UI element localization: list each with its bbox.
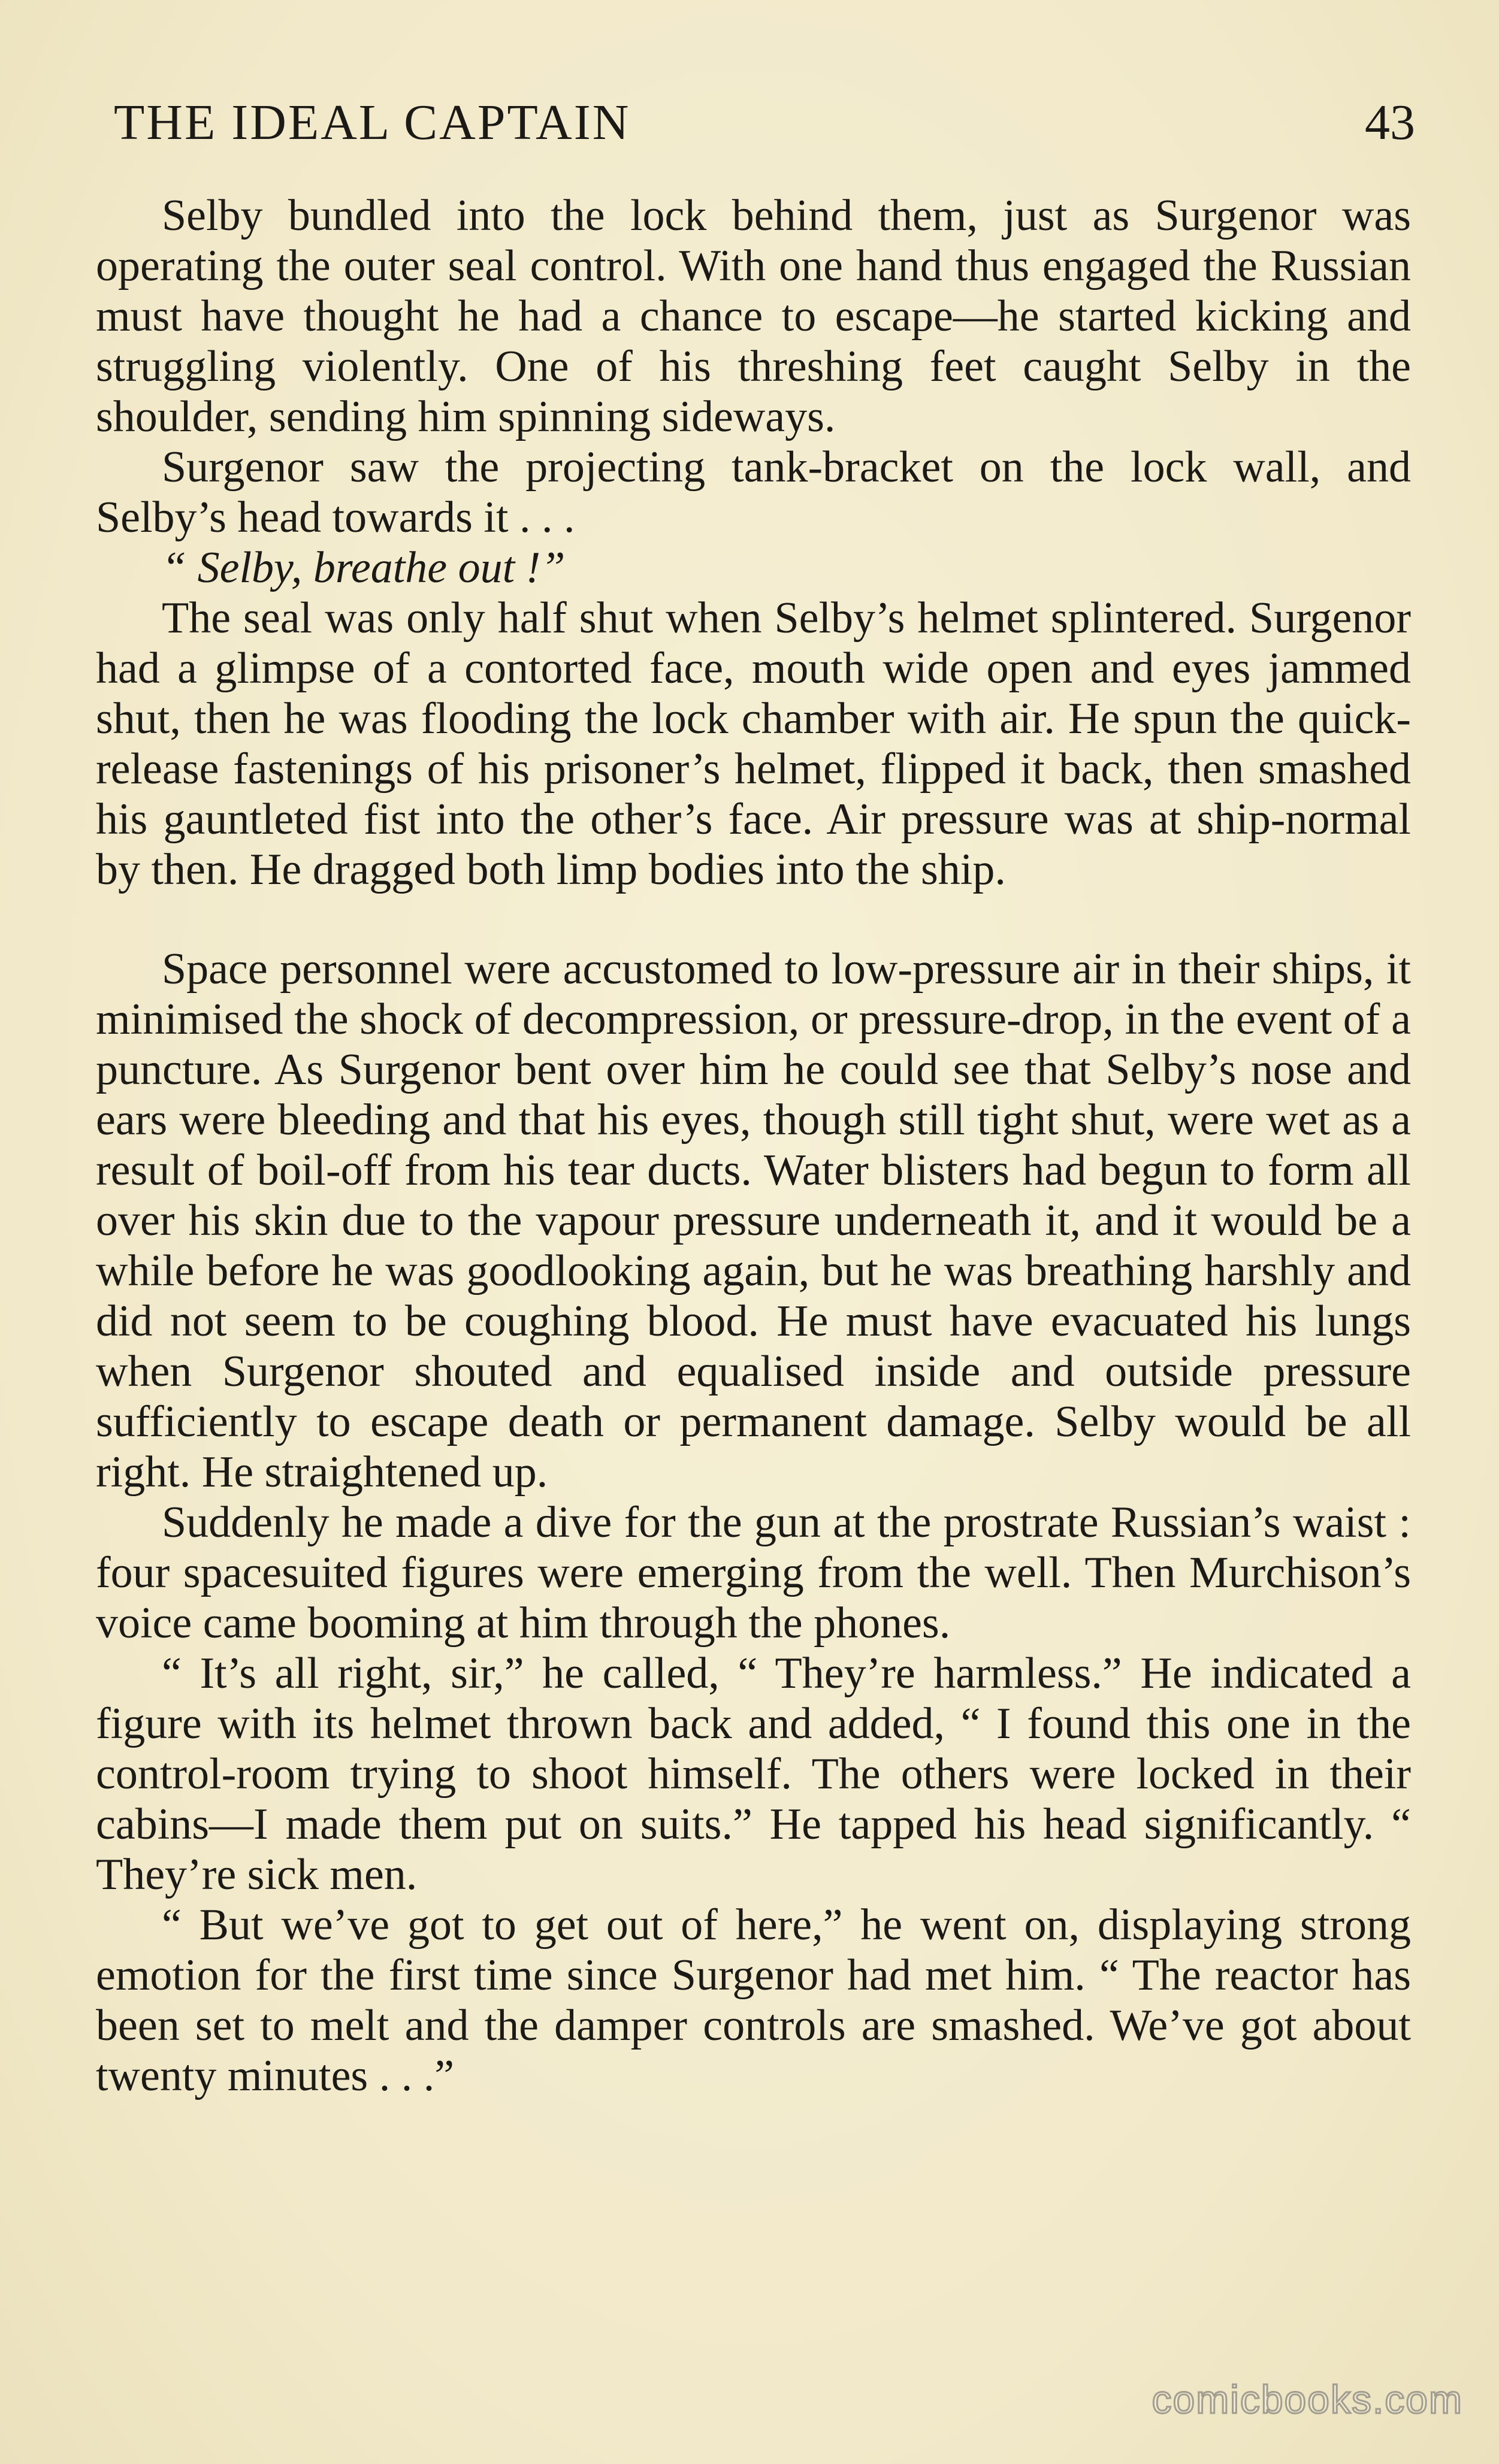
page-number: 43 <box>1365 95 1415 150</box>
running-title: THE IDEAL CAPTAIN <box>114 95 631 150</box>
italic-dialogue: “ Selby, breathe out !” <box>162 543 566 592</box>
paragraph: Space personnel were accustomed to low-pressure air in their ships, it minimised the shock of decompression, or pressure-drop, in the event of a puncture. As Surgenor bent over him he could see that Selby’s nose and ears were bleeding and that his eyes, though still tight shut, were wet as a result of boil-off from his tear ducts. Water blisters had begun to form all over his skin due to the vapour pressure underneath it, and it would be a while before he was goodlooking again, but he was breathing harshly and did not seem to be coughing blood. He must have evacuated his lungs when Surgenor shouted and equalised inside and outside pressure sufficiently to escape death or permanent damage. Selby would be all right. He straightened up. <box>96 945 1411 1497</box>
paragraph: Suddenly he made a dive for the gun at the prostrate Russian’s waist : four spacesuited figures were emerging from the well. Then Murchison’s voice came booming at him through the phones. <box>96 1498 1411 1648</box>
paragraph: The seal was only half shut when Selby’s helmet splintered. Surgenor had a glimpse of a contorted face, mouth wide open and eyes jammed shut, then he was flooding the lock chamber with air. He spun the quick-release fastenings of his prisoner’s helmet, flipped it back, then smashed his gauntleted fist into the other’s face. Air pressure was at ship-normal by then. He dragged both limp bodies into the ship. <box>96 594 1411 894</box>
paragraph: “ It’s all right, sir,” he called, “ They’re harmless.” He indicated a figure with its helmet thrown back and added, “ I found this one in the control-room trying to shoot himself. The others were locked in their cabins—I made them put on suits.” He tapped his head significantly. “ They’re sick men. <box>96 1649 1411 1899</box>
watermark: comicbooks.com <box>1152 2377 1463 2421</box>
paragraph: “ But we’ve got to get out of here,” he went on, displaying strong emotion for the first time since Surgenor had met him. “ The reactor has been set to melt and the damper controls are smashed. We’ve got about twenty minutes . . .” <box>96 1900 1411 2100</box>
running-head <box>114 90 1415 156</box>
paragraph-dialogue <box>96 543 1411 593</box>
body-text <box>96 190 1411 2101</box>
paragraph: Surgenor saw the projecting tank-bracket on the lock wall, and Selby’s head towards it . . . <box>96 443 1411 542</box>
paragraph: Selby bundled into the lock behind them, just as Surgenor was operating the outer seal control. With one hand thus engaged the Russian must have thought he had a chance to escape—he started kicking and struggling violently. One of his threshing feet caught Selby in the shoulder, sending him spinning sideways. <box>96 191 1411 441</box>
